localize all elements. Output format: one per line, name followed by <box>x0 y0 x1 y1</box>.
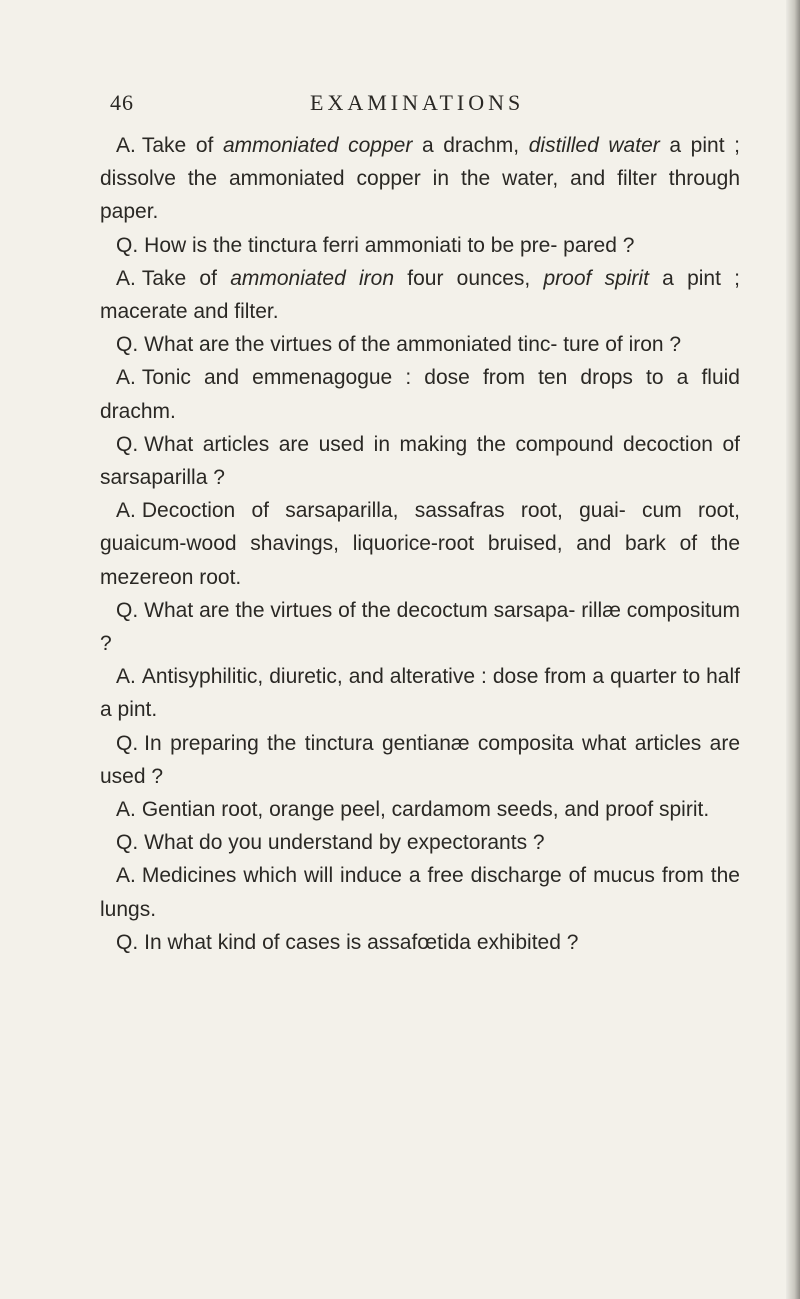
paragraph-label: A. <box>116 266 136 290</box>
answer-paragraph <box>100 494 740 594</box>
paragraph-label: Q. <box>116 930 139 954</box>
italic-term: ammoniated copper <box>222 134 413 157</box>
question-paragraph <box>100 428 740 494</box>
paragraph-label: Q. <box>116 432 139 456</box>
page-number: 46 <box>110 90 134 115</box>
answer-paragraph <box>100 129 740 229</box>
text-segment: four ounces, <box>394 266 544 290</box>
paragraph-label: A. <box>116 499 136 523</box>
text-segment: What articles are used in making the compound decoction of sarsaparilla ? <box>100 432 740 490</box>
question-paragraph <box>100 594 740 660</box>
text-segment: Decoction of sarsaparilla, sassafras root, guai- cum root, guaicum-wood shavings, liquorice-root bruised, and bark of the mezereon root. <box>100 499 740 589</box>
question-paragraph <box>100 229 740 262</box>
paragraph-label: Q. <box>116 233 139 257</box>
text-segment: What are the virtues of the decoctum sarsapa- rillæ compositum ? <box>100 598 740 656</box>
text-segment: Take of <box>141 134 223 157</box>
page-header <box>110 90 750 120</box>
text-segment: What are the virtues of the ammoniated tinc- ture of iron ? <box>144 333 682 357</box>
text-segment: In preparing the tinctura gentianæ composita what articles are used ? <box>100 731 740 788</box>
answer-paragraph <box>100 660 740 726</box>
body-text <box>100 129 740 959</box>
paragraph-label: Q. <box>116 333 139 357</box>
question-paragraph <box>100 727 740 793</box>
text-segment: a pint ; macerate and filter. <box>100 266 740 324</box>
question-paragraph <box>100 328 740 361</box>
italic-term: ammoniated iron <box>230 266 395 290</box>
answer-paragraph <box>100 361 740 427</box>
text-segment: Tonic and emmenagogue : dose from ten drops to a fluid drachm. <box>100 366 740 423</box>
text-segment: Gentian root, orange peel, cardamom seeds, and proof spirit. <box>141 798 710 822</box>
text-segment: How is the tinctura ferri ammoniati to be pre- pared ? <box>144 233 635 257</box>
paragraph-label: Q. <box>116 598 139 622</box>
paragraph-label: A. <box>116 366 136 390</box>
question-paragraph <box>100 826 740 859</box>
text-segment: Take of <box>141 266 231 290</box>
paragraph-label: A. <box>116 665 136 689</box>
italic-term: proof spirit <box>543 266 649 290</box>
text-segment: Antisyphilitic, diuretic, and alterative : dose from a quarter to half a pint. <box>100 665 740 722</box>
text-segment: In what kind of cases is assafœtida exhibited ? <box>144 930 579 954</box>
answer-paragraph <box>100 262 740 328</box>
text-segment: Medicines which will induce a free discharge of mucus from the lungs. <box>100 864 740 921</box>
paragraph-label: Q. <box>116 831 139 855</box>
answer-paragraph <box>100 793 740 826</box>
paragraph-label: Q. <box>116 731 139 755</box>
italic-term: distilled water <box>528 134 660 157</box>
page-edge-shadow <box>786 0 800 1299</box>
text-segment: a pint ; dissolve the ammoniated copper in the water, and filter through paper. <box>100 134 740 224</box>
text-segment: a drachm, <box>412 134 529 157</box>
paragraph-label: A. <box>116 134 136 157</box>
running-title: EXAMINATIONS <box>310 90 525 115</box>
answer-paragraph <box>100 859 740 925</box>
question-paragraph <box>100 926 740 959</box>
paragraph-label: A. <box>116 864 136 888</box>
paragraph-label: A. <box>116 798 136 822</box>
text-segment: What do you understand by expectorants ? <box>144 831 545 855</box>
